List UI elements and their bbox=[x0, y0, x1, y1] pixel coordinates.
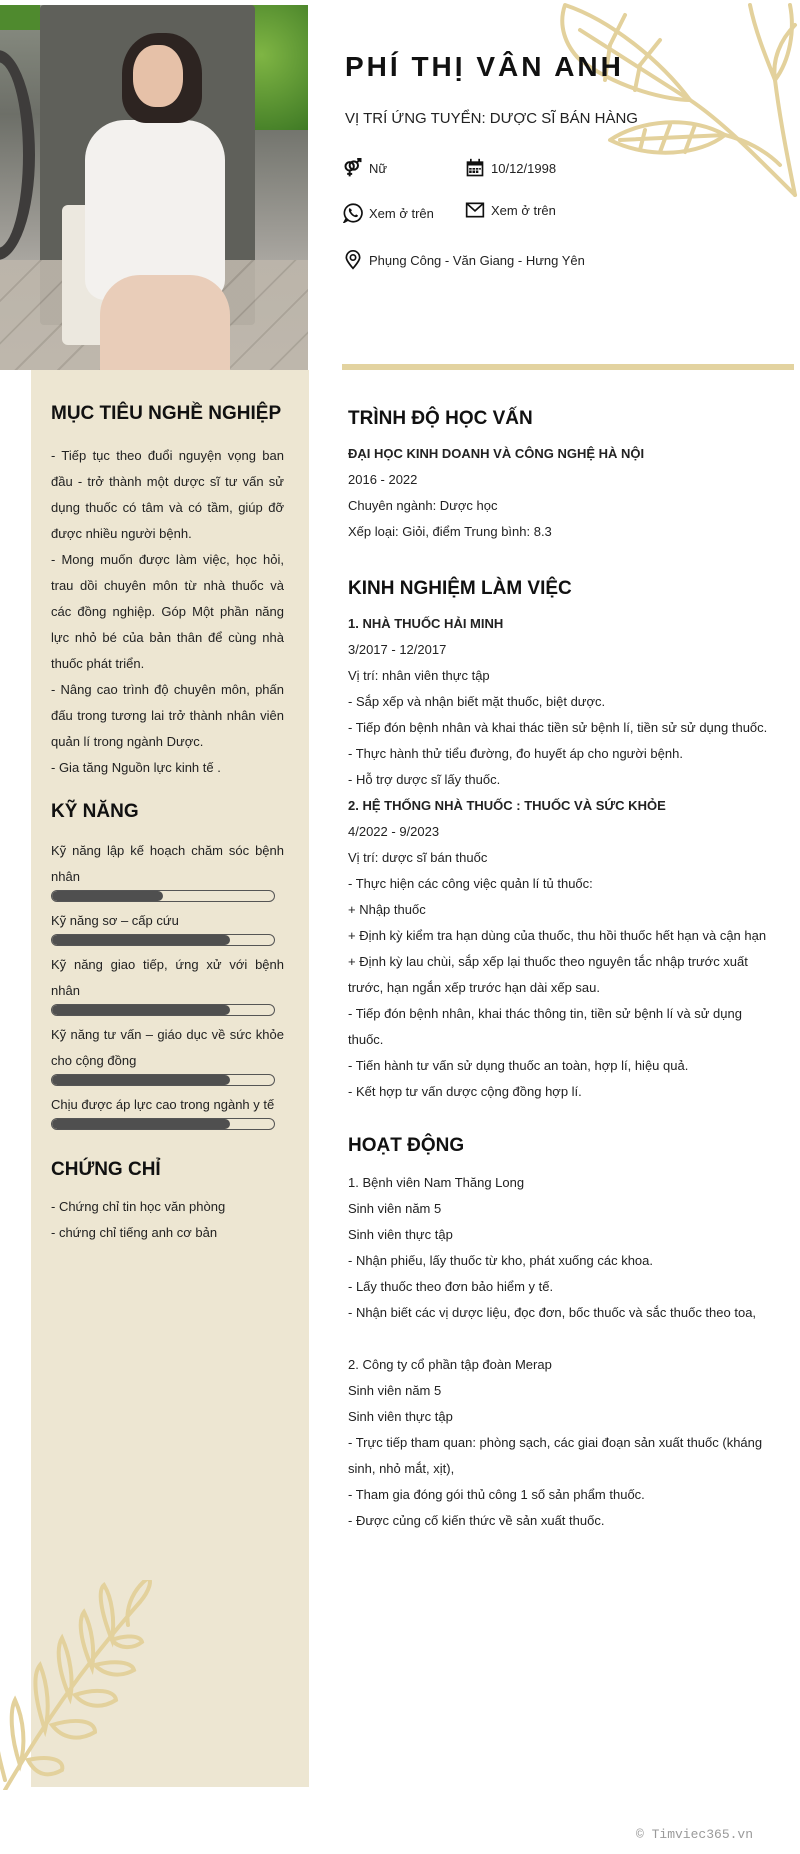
profile-photo bbox=[0, 5, 308, 370]
skills-title: KỸ NĂNG bbox=[51, 801, 139, 822]
objective-title: MỤC TIÊU NGHỀ NGHIỆP bbox=[51, 403, 282, 424]
skill-progress-bar bbox=[51, 1004, 275, 1016]
activity-name: 2. Công ty cổ phần tập đoàn Merap bbox=[348, 1357, 552, 1372]
job-company: 2. HỆ THỐNG NHÀ THUỐC : THUỐC VÀ SỨC KHỎE bbox=[348, 798, 666, 813]
job-period: 4/2022 - 9/2023 bbox=[348, 824, 440, 839]
school-name: ĐẠI HỌC KINH DOANH VÀ CÔNG NGHỆ HÀ NỘI bbox=[348, 446, 645, 461]
certificate-item: - chứng chỉ tiếng anh cơ bản bbox=[51, 1225, 218, 1240]
skill-label: Kỹ năng lập kế hoạch chăm sóc bệnh nhân bbox=[51, 843, 284, 884]
objective-paragraph: - Tiếp tục theo đuổi nguyện vọng ban đầu - trở thành một dược sĩ tư vấn sử dụng thuốc có tâm và có tầm, giúp đỡ được nhiều người bệnh. bbox=[51, 448, 284, 541]
leaf-branch-decoration-icon bbox=[0, 1580, 160, 1790]
education-title: TRÌNH ĐỘ HỌC VẤN bbox=[348, 408, 533, 429]
activity-detail: - Trực tiếp tham quan: phòng sạch, các giai đoạn sản xuất thuốc (kháng sinh, nhỏ mắt, xịt), bbox=[348, 1435, 763, 1476]
job-role: Vị trí: nhân viên thực tập bbox=[348, 668, 490, 683]
skill-progress-fill bbox=[52, 1119, 230, 1129]
job-period: 3/2017 - 12/2017 bbox=[348, 642, 447, 657]
activities-section bbox=[348, 1134, 788, 1534]
activity-entry bbox=[348, 1352, 788, 1534]
phone-value: Xem ở trên bbox=[369, 205, 434, 221]
skill-item bbox=[51, 1022, 284, 1086]
skill-item bbox=[51, 838, 284, 902]
skill-progress-bar bbox=[51, 934, 275, 946]
certificates-section bbox=[51, 1158, 284, 1246]
objective-paragraph: - Nâng cao trình độ chuyên môn, phấn đấu trong tương lai trở thành nhân viên quản lí trong ngành Dược. bbox=[51, 682, 284, 749]
gender-field bbox=[343, 158, 387, 178]
activity-role: Sinh viên thực tập bbox=[348, 1227, 453, 1242]
job-entry bbox=[348, 793, 788, 1105]
phone-field bbox=[343, 203, 434, 223]
job-detail: - Tiếp đón bệnh nhân, khai thác thông tin, tiền sử bệnh lí và sử dụng thuốc. bbox=[348, 1006, 742, 1047]
activity-detail: - Nhận phiếu, lấy thuốc từ kho, phát xuống các khoa. bbox=[348, 1253, 654, 1268]
education-section bbox=[348, 407, 788, 545]
job-role: Vị trí: dược sĩ bán thuốc bbox=[348, 850, 488, 865]
skill-item bbox=[51, 952, 284, 1016]
activity-year: Sinh viên năm 5 bbox=[348, 1201, 442, 1216]
job-detail: - Tiến hành tư vấn sử dụng thuốc an toàn, hợp lí, hiệu quả. bbox=[348, 1058, 689, 1073]
activity-detail: - Tham gia đóng gói thủ công 1 số sản phẩm thuốc. bbox=[348, 1487, 645, 1502]
skill-item bbox=[51, 1092, 284, 1130]
job-detail: - Thực hành thử tiểu đường, đo huyết áp cho người bệnh. bbox=[348, 746, 683, 761]
job-detail: + Định kỳ kiểm tra hạn dùng của thuốc, thu hồi thuốc hết hạn và cận hạn bbox=[348, 928, 767, 943]
activities-title: HOẠT ĐỘNG bbox=[348, 1135, 465, 1156]
skill-progress-fill bbox=[52, 891, 163, 901]
leaf-decoration-icon bbox=[550, 0, 800, 200]
birthday-value: 10/12/1998 bbox=[491, 160, 557, 176]
experience-section bbox=[348, 577, 788, 1105]
job-detail: - Thực hiện các công việc quản lí tủ thuốc: bbox=[348, 876, 593, 891]
skill-item bbox=[51, 908, 284, 946]
education-major: Chuyên ngành: Dược học bbox=[348, 498, 498, 513]
header bbox=[345, 50, 785, 127]
education-period: 2016 - 2022 bbox=[348, 472, 418, 487]
job-detail: - Kết hợp tư vấn dược cộng đồng hợp lí. bbox=[348, 1084, 582, 1099]
skill-label: Kỹ năng giao tiếp, ứng xử với bệnh nhân bbox=[51, 957, 284, 998]
address-field bbox=[343, 250, 585, 270]
job-detail: - Sắp xếp và nhận biết mặt thuốc, biệt dược. bbox=[348, 694, 606, 709]
skill-label: Kỹ năng tư vấn – giáo dục về sức khỏe cho cộng đồng bbox=[51, 1027, 284, 1068]
certificates-title: CHỨNG CHỈ bbox=[51, 1159, 161, 1180]
activity-year: Sinh viên năm 5 bbox=[348, 1383, 442, 1398]
email-field bbox=[465, 200, 556, 220]
activity-detail: - Được củng cố kiến thức về sản xuất thuốc. bbox=[348, 1513, 605, 1528]
job-detail: + Nhập thuốc bbox=[348, 902, 426, 917]
skill-progress-fill bbox=[52, 1075, 230, 1085]
skill-progress-bar bbox=[51, 1074, 275, 1086]
skill-label: Chịu được áp lực cao trong ngành y tế bbox=[51, 1097, 275, 1112]
birthday-field bbox=[465, 158, 556, 178]
activity-detail: - Nhận biết các vị dược liệu, đọc đơn, bốc thuốc và sắc thuốc theo toa, bbox=[348, 1305, 757, 1320]
job-detail: + Định kỳ lau chùi, sắp xếp lại thuốc theo nguyên tắc nhập trước xuất trước, hạn ngắn xếp trước hạn dài xếp sau. bbox=[348, 954, 748, 995]
activity-name: 1. Bệnh viên Nam Thăng Long bbox=[348, 1175, 525, 1190]
activity-role: Sinh viên thực tập bbox=[348, 1409, 453, 1424]
job-detail: - Hỗ trợ dược sĩ lấy thuốc. bbox=[348, 772, 501, 787]
applied-position: VỊ TRÍ ỨNG TUYỂN: DƯỢC SĨ BÁN HÀNG bbox=[345, 110, 638, 127]
accent-divider bbox=[342, 364, 794, 370]
skill-progress-bar bbox=[51, 1118, 275, 1130]
email-value: Xem ở trên bbox=[491, 202, 556, 218]
candidate-name: PHÍ THỊ VÂN ANH bbox=[345, 51, 624, 82]
skills-section bbox=[51, 800, 284, 1136]
calendar-icon bbox=[465, 158, 485, 178]
objective-paragraph: - Gia tăng Nguồn lực kinh tế . bbox=[51, 760, 221, 775]
skill-progress-bar bbox=[51, 890, 275, 902]
activity-entry bbox=[348, 1170, 788, 1326]
address-value: Phụng Công - Văn Giang - Hưng Yên bbox=[369, 252, 585, 268]
gender-value: Nữ bbox=[369, 160, 388, 176]
location-pin-icon bbox=[343, 250, 363, 270]
education-grade: Xếp loại: Giỏi, điểm Trung bình: 8.3 bbox=[348, 524, 552, 539]
job-detail: - Tiếp đón bệnh nhân và khai thác tiền sử bệnh lí, tiền sử sử dụng thuốc. bbox=[348, 720, 768, 735]
experience-title: KINH NGHIỆM LÀM VIỆC bbox=[348, 578, 572, 599]
skill-progress-fill bbox=[52, 1005, 230, 1015]
activity-detail: - Lấy thuốc theo đơn bảo hiểm y tế. bbox=[348, 1279, 554, 1294]
objective-paragraph: - Mong muốn được làm việc, học hỏi, trau dồi chuyên môn từ nhà thuốc và các đồng nghiệp. Góp Một phần năng lực nhỏ bé của bản thân để cùng nhà thuốc phát triển. bbox=[51, 552, 284, 671]
gender-icon bbox=[343, 158, 363, 178]
phone-icon bbox=[343, 203, 363, 223]
skill-label: Kỹ năng sơ – cấp cứu bbox=[51, 913, 179, 928]
job-entry bbox=[348, 611, 788, 793]
objective-section bbox=[51, 402, 284, 781]
mail-icon bbox=[465, 200, 485, 220]
job-company: 1. NHÀ THUỐC HẢI MINH bbox=[348, 616, 504, 631]
certificate-item: - Chứng chỉ tin học văn phòng bbox=[51, 1199, 226, 1214]
skill-progress-fill bbox=[52, 935, 230, 945]
watermark: © Timviec365.vn bbox=[636, 1827, 754, 1842]
